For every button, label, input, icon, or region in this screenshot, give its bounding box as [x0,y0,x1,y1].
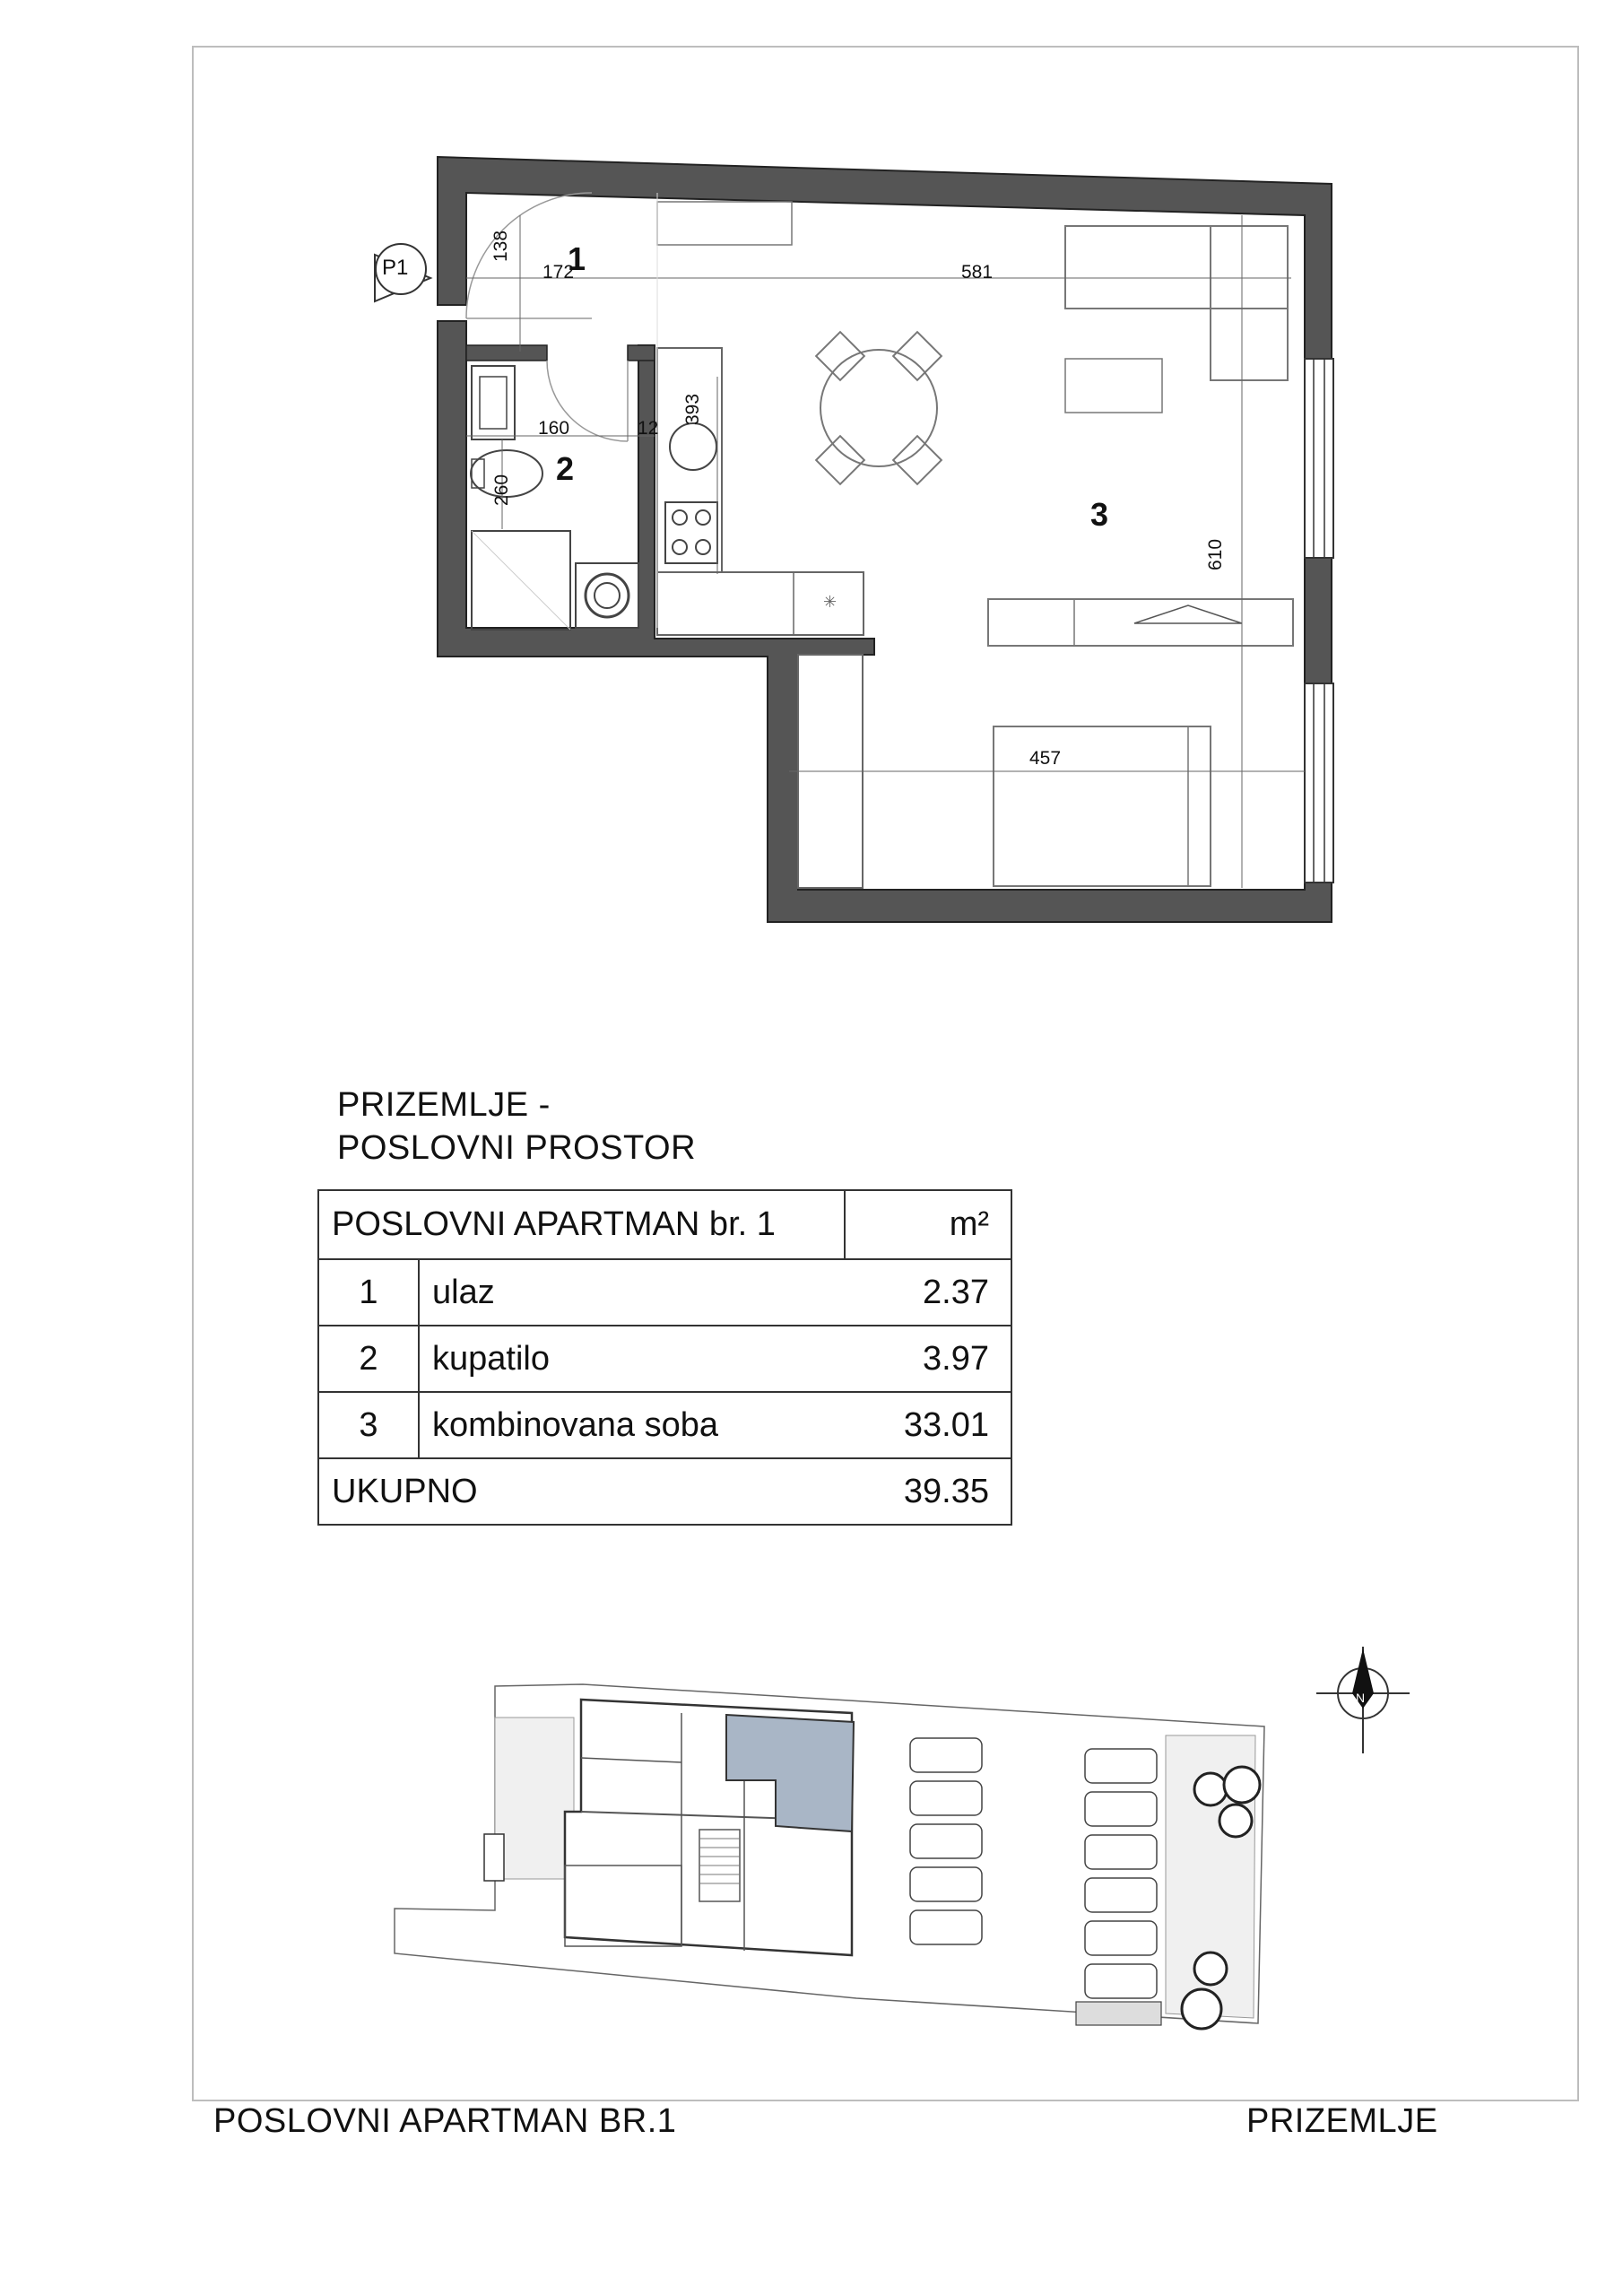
area-table-unit: m² [845,1190,1011,1259]
lamp-icon [1134,605,1242,623]
entrance-tag: P1 [382,256,409,280]
row-number: 3 [318,1392,419,1458]
area-table-header [318,1190,1011,1259]
parking-left [910,1738,982,1944]
shelf-top [657,202,792,245]
svg-text:N: N [1356,1691,1366,1705]
row-number: 2 [318,1326,419,1392]
room-number-2: 2 [556,450,575,487]
dimension-lines [466,193,1305,888]
bath-wall-top-left [466,345,547,361]
cooktop-icon [665,502,717,563]
desk [988,599,1293,646]
window-2 [1305,683,1333,883]
sofa [1065,226,1288,309]
north-arrow-icon [1316,1647,1410,1753]
dim-12: 12 [638,418,659,439]
total-label: UKUPNO [318,1458,845,1525]
row-area: 2.37 [845,1259,1011,1326]
room-number-1: 1 [568,240,586,277]
total-value: 39.35 [845,1458,1011,1525]
svg-text:✳: ✳ [823,593,838,611]
parking-right [1085,1749,1157,1998]
table-row [318,1326,1011,1392]
heading-line-1: PRIZEMLJE - [337,1086,551,1124]
accessible-parking-icon [1076,2002,1161,2025]
bath-wall-top-right [628,345,655,361]
row-name: ulaz [419,1259,845,1326]
dim-457: 457 [1029,748,1062,769]
dim-160: 160 [538,418,570,439]
row-name: kupatilo [419,1326,845,1392]
site-plan [395,1684,1264,2029]
area-table-title: POSLOVNI APARTMAN br. 1 [318,1190,845,1259]
dim-581: 581 [961,262,994,283]
area-table [317,1189,1012,1526]
floor-plan [375,157,1333,922]
dining-table-icon [816,332,942,484]
dim-172: 172 [542,262,575,283]
footer-right: PRIZEMLJE [1246,2102,1438,2140]
footer-left: POSLOVNI APARTMAN BR.1 [213,2102,677,2140]
bed [994,726,1211,886]
window-1 [1305,359,1333,558]
row-area: 3.97 [845,1326,1011,1392]
table-row [318,1259,1011,1326]
row-area: 33.01 [845,1392,1011,1458]
dim-610: 610 [1205,538,1226,570]
dim-260: 260 [491,474,512,506]
row-name: kombinovana soba [419,1392,845,1458]
table-total-row [318,1458,1011,1525]
table-row [318,1392,1011,1458]
dim-393: 393 [682,393,703,425]
row-number: 1 [318,1259,419,1326]
dim-138: 138 [490,230,511,262]
heading-line-2: POSLOVNI PROSTOR [337,1129,697,1167]
room-number-3: 3 [1090,496,1109,533]
garden-area-left [495,1718,574,1879]
site-entrance-box [484,1834,504,1881]
sheet-frame [193,47,1578,2100]
kitchen-sink-icon [670,423,716,470]
coffee-table [1065,359,1162,413]
